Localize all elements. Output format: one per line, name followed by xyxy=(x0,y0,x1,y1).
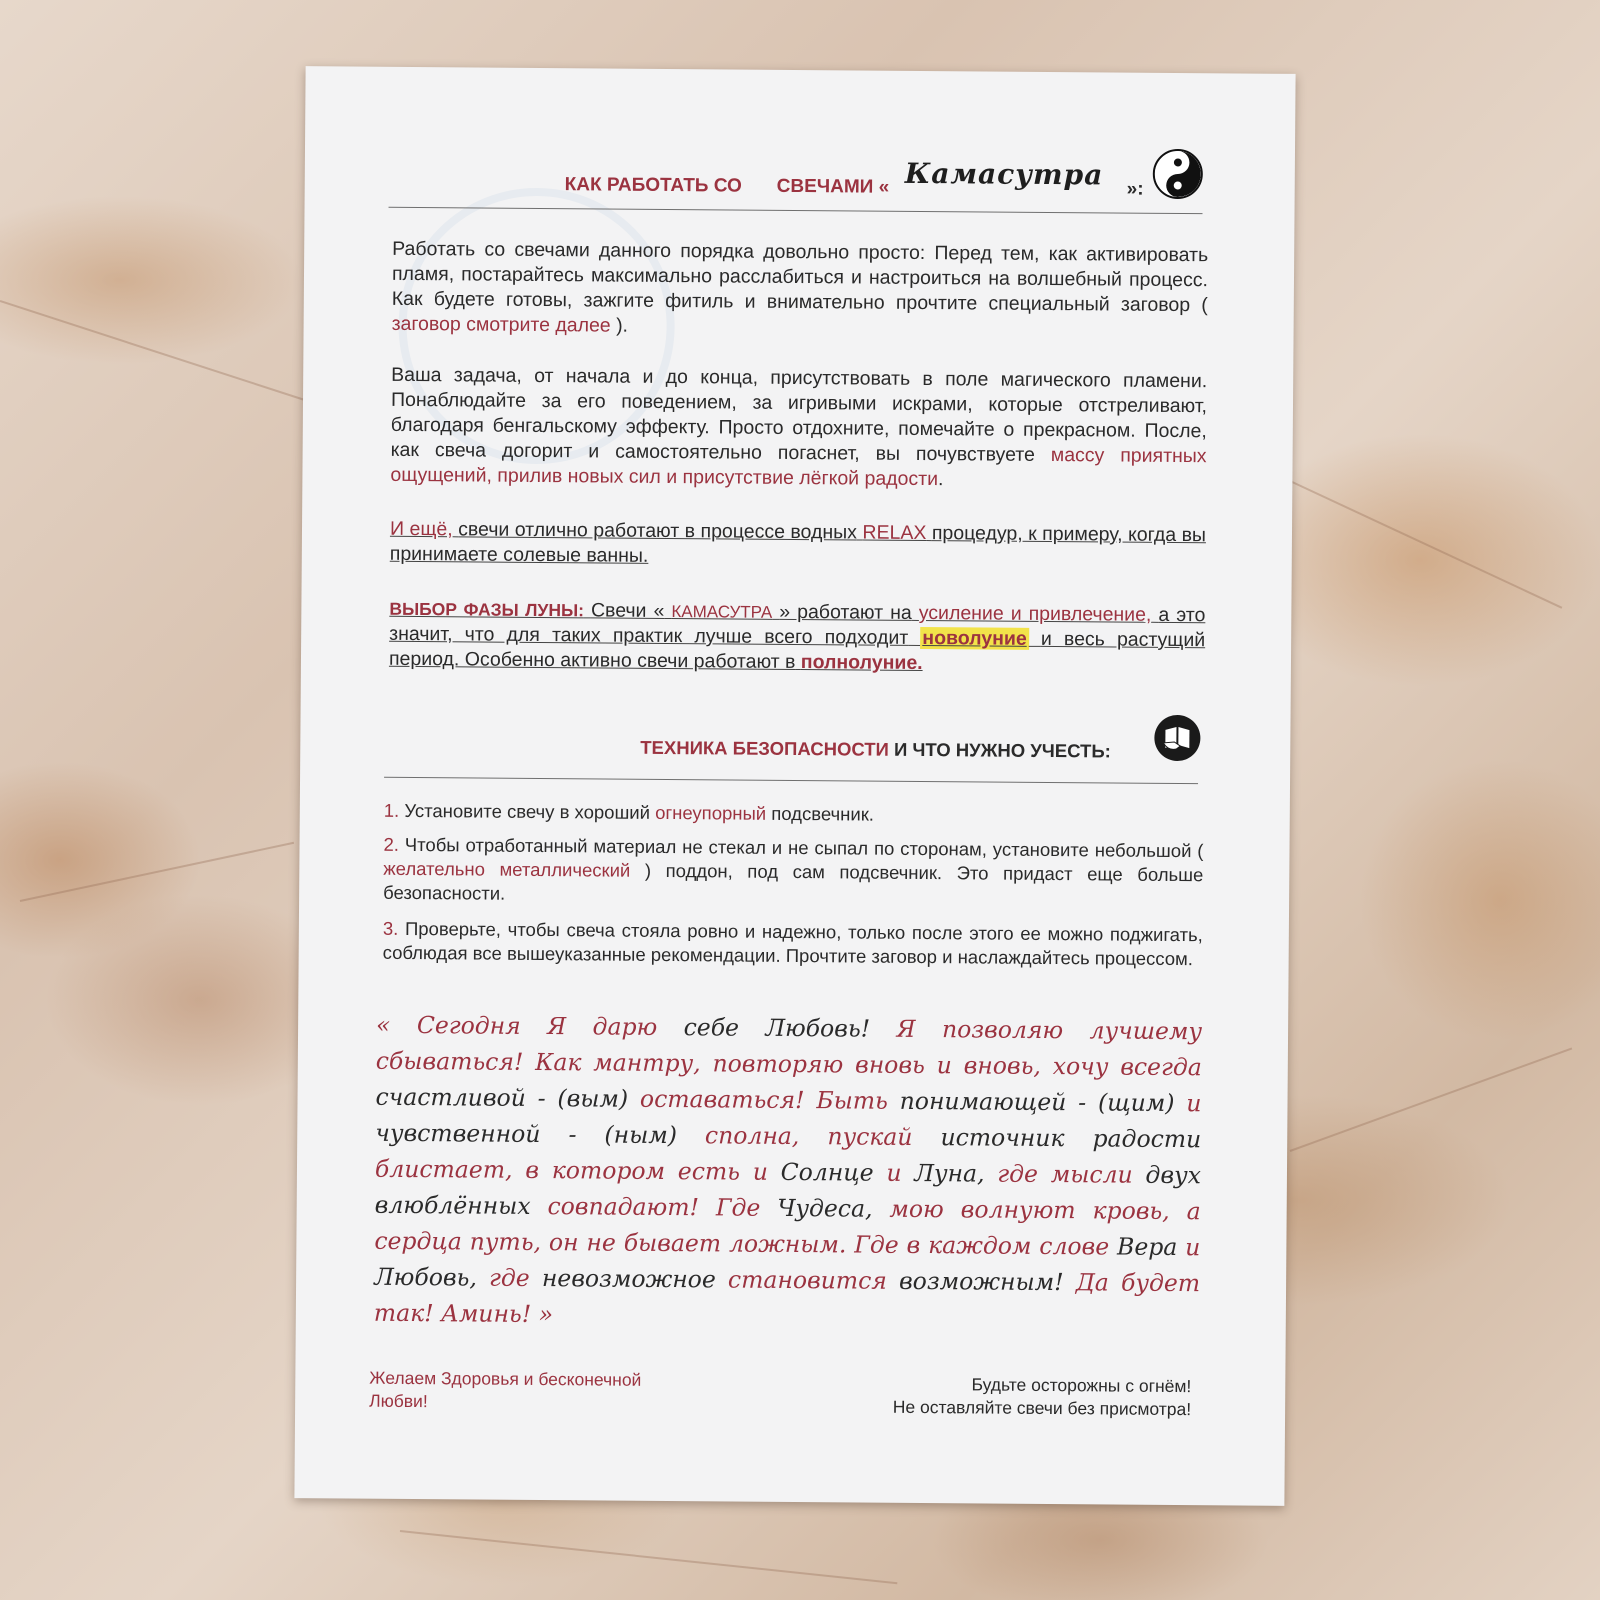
safety-item-text: Установите свечу в хороший xyxy=(404,799,651,823)
mantra-part: Чудеса, xyxy=(777,1193,890,1223)
mantra-part: блистает, в котором есть и xyxy=(374,1154,781,1186)
safety-item xyxy=(383,833,1204,911)
task-end: . xyxy=(937,468,944,491)
mantra-part: источник радости xyxy=(940,1123,1202,1154)
intro-paragraph xyxy=(392,237,1209,343)
mantra-part: невозможное xyxy=(541,1264,729,1294)
page-title xyxy=(565,148,1225,213)
yin-yang-icon xyxy=(1153,149,1203,199)
mantra-part: сполна, пускай xyxy=(704,1121,941,1152)
mantra-part: чувственной - (ным) xyxy=(375,1118,706,1150)
moon-emphasis: усиление и привлечение, xyxy=(918,601,1152,626)
mantra-part: Любовь, xyxy=(374,1262,490,1292)
mantra-part: где xyxy=(488,1263,543,1293)
task-paragraph xyxy=(390,363,1207,494)
full-moon: полнолуние. xyxy=(800,651,923,674)
safety-divider xyxy=(384,777,1198,784)
footer-warning-line: Будьте осторожны с огнём! xyxy=(971,1374,1192,1397)
intro-link: заговор смотрите далее xyxy=(391,312,611,337)
relax-text-1: свечи отлично работают в процессе водных xyxy=(458,518,858,544)
moon-label: ВЫБОР ФАЗЫ ЛУНЫ: xyxy=(389,598,585,621)
intro-end: ). xyxy=(616,314,629,337)
relax-text-2: процедур, к примеру, когда вы принимаете солевые ванны. xyxy=(389,522,1207,567)
title-prefix: КАК РАБОТАТЬ СО xyxy=(564,174,742,197)
task-text: Ваша задача, от начала и до конца, присутствовать в поле магического пламени. Понаблюдайте за его поведением, за игривыми искрами, которые отстреливают, благодаря бенгальскому эффекту. Просто отдохните, помечайте о прекрасном. После, как свеча догорит и самостоятельно погаснет, вы почувствуете xyxy=(390,363,1208,466)
moon-text-1: Свечи « xyxy=(590,599,665,622)
mantra-part: понимающей - (щим) xyxy=(899,1086,1187,1118)
safety-item xyxy=(383,917,1203,971)
safety-item xyxy=(384,799,1204,829)
mantra-part: и xyxy=(1186,1089,1202,1118)
safety-item-emphasis: желательно металлический xyxy=(383,857,631,881)
instruction-sheet xyxy=(294,66,1295,1506)
safety-item-number: 1. xyxy=(383,799,400,821)
book-hand-icon xyxy=(1154,715,1200,761)
safety-item-text: Проверьте, чтобы свеча стояла ровно и надежно, только после этого ее можно поджигать, соблюдая все вышеуказанные рекомендации. Прочтите заговор и наслаждайтесь процессом. xyxy=(382,917,1203,970)
moon-text-3: а это значит, что для таких практик лучше всего подходит xyxy=(389,603,1206,649)
mantra-part: мою волнуют кровь, а сердца путь, он не бывает ложным. Где в каждом слове xyxy=(374,1194,1201,1261)
footer-warning xyxy=(855,1372,1191,1421)
mantra-part: двух влюблённых xyxy=(374,1160,1202,1221)
moon-text-2: » работают на xyxy=(779,600,912,624)
safety-item-text-end: ) поддон, под сам подсвечник. Это придаст еще больше безопасности. xyxy=(383,859,1204,904)
mantra-part: где мысли xyxy=(997,1159,1146,1189)
footer-warning-line: Не оставляйте свечи без присмотра! xyxy=(892,1396,1192,1420)
mantra-part: и xyxy=(886,1158,915,1187)
marble-vein xyxy=(0,300,305,401)
mantra-part: оставаться! Быть xyxy=(639,1084,900,1115)
task-highlight: массу приятных ощущений, прилив новых сил и присутствие лёгкой радости xyxy=(390,443,1207,491)
relax-word: RELAX xyxy=(862,521,927,545)
mantra-part: Солнце xyxy=(780,1157,887,1187)
mantra-part: Я позволяю лучшему сбываться! Как мантру, повторяю вновь и вновь, хочу всегда xyxy=(375,1014,1203,1082)
mantra-part: Да будет так! Аминь! » xyxy=(373,1268,1201,1329)
moon-phase-paragraph xyxy=(389,597,1206,678)
mantra-part: Вера xyxy=(1117,1232,1186,1262)
moon-text-4: и весь растущий период. Особенно активно свечи работают в xyxy=(388,627,1206,673)
moon-brand: КАМАСУТРА xyxy=(671,602,773,622)
safety-title-rest: И ЧТО НУЖНО УЧЕСТЬ: xyxy=(893,738,1111,762)
marble-vein xyxy=(1290,1047,1573,1151)
relax-lead: И ещё, xyxy=(389,517,453,541)
marble-vein xyxy=(1290,480,1563,609)
safety-item-text: Чтобы отработанный материал не стекал и не сыпал по сторонам, установите небольшой ( xyxy=(404,833,1204,862)
safety-item-emphasis: огнеупорный xyxy=(655,801,767,824)
title-suffix: »: xyxy=(1126,178,1144,200)
new-moon-highlight: новолуние xyxy=(922,626,1027,650)
safety-item-number: 2. xyxy=(383,833,400,855)
mantra-part: становится xyxy=(727,1265,900,1295)
mantra-part: совпадают! Где xyxy=(547,1192,778,1222)
mantra-part: и xyxy=(1185,1233,1201,1262)
relax-paragraph xyxy=(390,517,1206,573)
mantra-text xyxy=(374,1007,1203,1337)
title-mid: СВЕЧАМИ « xyxy=(776,175,890,198)
marble-vein xyxy=(400,1530,897,1584)
marble-vein xyxy=(20,842,294,902)
mantra-part: счастливой - (вым) xyxy=(375,1082,641,1113)
brand-logo: Камасутра xyxy=(904,156,1104,192)
safety-item-number: 3. xyxy=(382,917,399,939)
mantra-part: себе Любовь! xyxy=(683,1013,897,1043)
mantra-part: возможным! xyxy=(898,1266,1076,1297)
footer-wish: Желаем Здоровья и бесконечной Любви! xyxy=(369,1367,642,1412)
mantra-part: Луна, xyxy=(914,1158,998,1188)
mantra-part: « Сегодня Я дарю xyxy=(376,1010,684,1042)
safety-title-red: ТЕХНИКА БЕЗОПАСНОСТИ xyxy=(640,736,889,760)
intro-text: Работать со свечами данного порядка довольно просто: Перед тем, как активировать пламя, постарайтесь максимально расслабиться и настроиться на волшебный процесс. Как будете готовы, зажгите фитиль и внимательно прочтите специальный заговор ( xyxy=(391,237,1209,317)
safety-item-text-end: подсвечник. xyxy=(771,802,875,825)
safety-title xyxy=(640,737,1111,763)
